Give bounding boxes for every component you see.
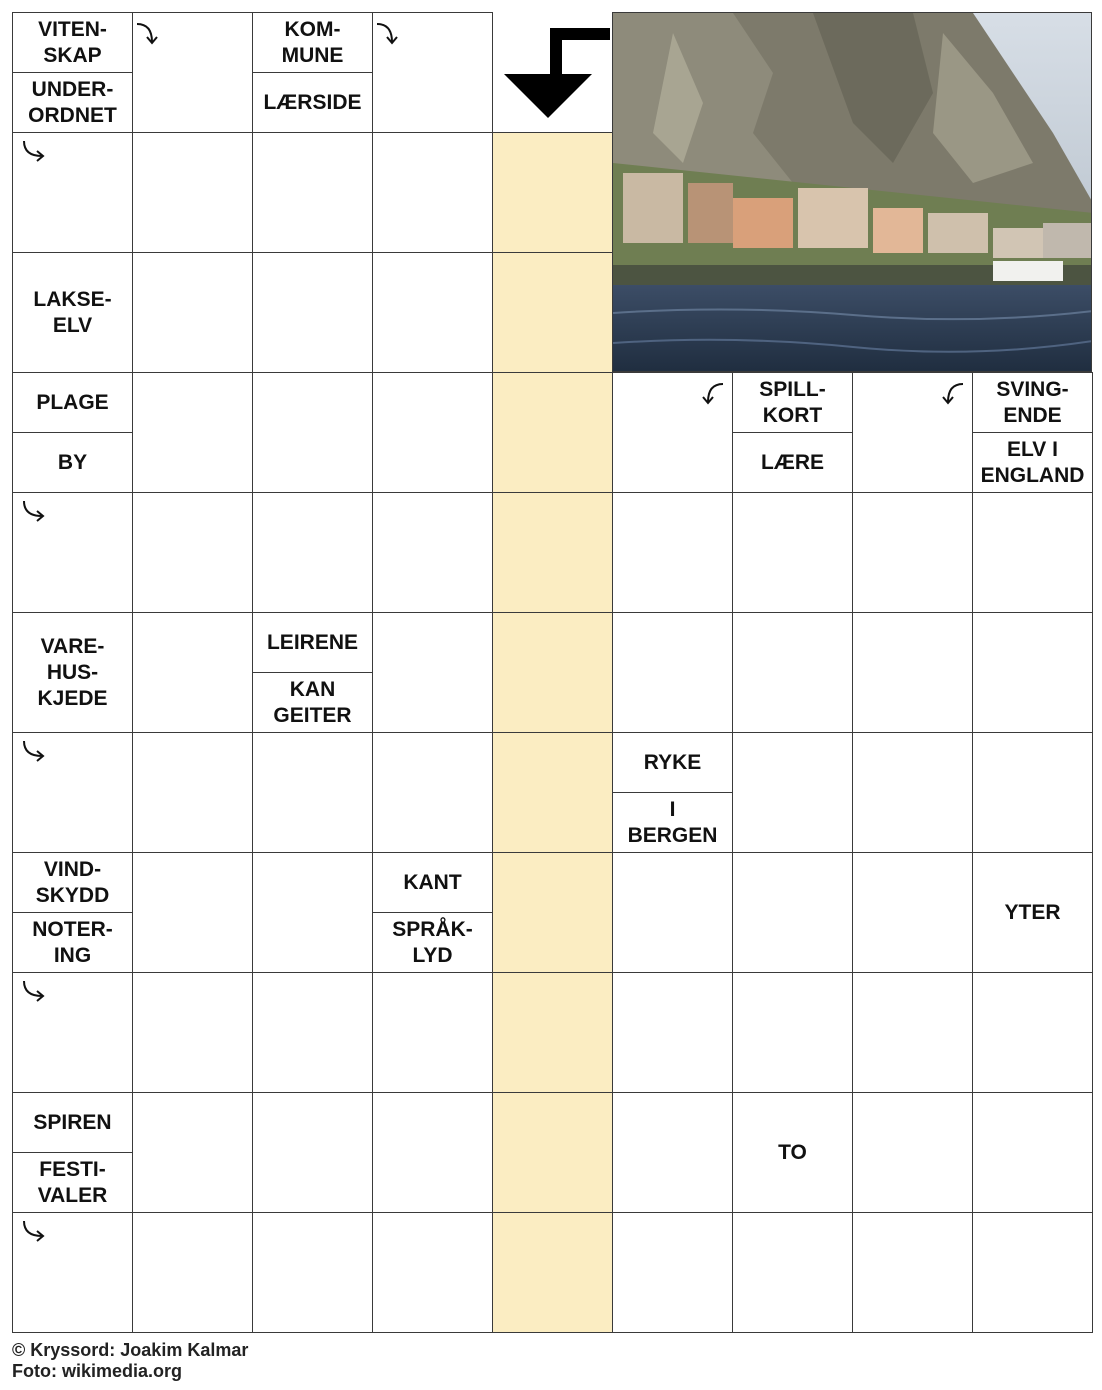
- clue-by: BY: [12, 432, 133, 493]
- answer-cell[interactable]: [972, 1212, 1093, 1333]
- solution-cell[interactable]: [492, 132, 613, 253]
- direction-arrow-icon: [18, 498, 48, 528]
- clue-under-ordnet: UNDER- ORDNET: [12, 72, 133, 133]
- clue-sving-ende: SVING- ENDE: [972, 372, 1093, 433]
- clue-leirene: LEIRENE: [252, 612, 373, 673]
- answer-cell[interactable]: [972, 972, 1093, 1093]
- answer-cell[interactable]: [252, 492, 373, 613]
- credits-crossword: © Kryssord: Joakim Kalmar: [12, 1340, 249, 1360]
- answer-cell[interactable]: [252, 732, 373, 853]
- answer-cell[interactable]: [132, 492, 253, 613]
- answer-cell[interactable]: [972, 492, 1093, 613]
- credits-photo: Foto: wikimedia.org: [12, 1361, 183, 1381]
- clue-lakse-elv: LAKSE- ELV: [12, 252, 133, 373]
- answer-cell[interactable]: [372, 372, 493, 493]
- answer-cell[interactable]: [132, 372, 253, 493]
- clue-kant: KANT: [372, 852, 493, 913]
- direction-arrow-icon: [18, 978, 48, 1008]
- answer-cell[interactable]: [612, 612, 733, 733]
- answer-cell[interactable]: [612, 492, 733, 613]
- answer-cell[interactable]: [732, 1212, 853, 1333]
- answer-cell[interactable]: [252, 852, 373, 973]
- answer-cell[interactable]: [612, 1092, 733, 1213]
- lake-town-photo: [612, 12, 1092, 372]
- answer-cell[interactable]: [132, 1212, 253, 1333]
- clue-ryke: RYKE: [612, 732, 733, 793]
- direction-arrow-icon: [134, 18, 164, 48]
- answer-cell[interactable]: [132, 852, 253, 973]
- clue-spiren: SPIREN: [12, 1092, 133, 1153]
- answer-cell[interactable]: [972, 732, 1093, 853]
- answer-cell[interactable]: [372, 612, 493, 733]
- clue-viten-skap: VITEN- SKAP: [12, 12, 133, 73]
- answer-cell[interactable]: [852, 972, 973, 1093]
- solution-cell[interactable]: [492, 372, 613, 493]
- clue-sprak-lyd: SPRÅK- LYD: [372, 912, 493, 973]
- direction-arrow-icon: [18, 738, 48, 768]
- solution-cell[interactable]: [492, 972, 613, 1093]
- clue-vare-hus-kjede: VARE- HUS- KJEDE: [12, 612, 133, 733]
- answer-cell[interactable]: [732, 492, 853, 613]
- answer-cell[interactable]: [132, 132, 253, 253]
- clue-kom-mune: KOM- MUNE: [252, 12, 373, 73]
- answer-cell[interactable]: [732, 972, 853, 1093]
- answer-cell[interactable]: [852, 492, 973, 613]
- answer-cell[interactable]: [372, 132, 493, 253]
- answer-cell[interactable]: [972, 1092, 1093, 1213]
- clue-laere: LÆRE: [732, 432, 853, 493]
- answer-cell[interactable]: [252, 972, 373, 1093]
- clue-to: TO: [732, 1092, 853, 1213]
- answer-cell[interactable]: [372, 1092, 493, 1213]
- answer-cell[interactable]: [612, 852, 733, 973]
- solution-cell[interactable]: [492, 732, 613, 853]
- direction-arrow-icon: [374, 18, 404, 48]
- clue-noter-ing: NOTER- ING: [12, 912, 133, 973]
- answer-cell[interactable]: [252, 372, 373, 493]
- answer-cell[interactable]: [372, 252, 493, 373]
- solution-cell[interactable]: [492, 1212, 613, 1333]
- big-down-arrow-icon: [492, 12, 612, 132]
- answer-cell[interactable]: [732, 732, 853, 853]
- direction-arrow-icon: [696, 378, 726, 408]
- clue-festi-valer: FESTI- VALER: [12, 1152, 133, 1213]
- clue-spill-kort: SPILL- KORT: [732, 372, 853, 433]
- answer-cell[interactable]: [132, 612, 253, 733]
- answer-cell[interactable]: [132, 252, 253, 373]
- answer-cell[interactable]: [612, 1212, 733, 1333]
- answer-cell[interactable]: [852, 852, 973, 973]
- answer-cell[interactable]: [252, 132, 373, 253]
- answer-cell[interactable]: [732, 852, 853, 973]
- clue-i-bergen: I BERGEN: [612, 792, 733, 853]
- answer-cell[interactable]: [252, 1212, 373, 1333]
- answer-cell[interactable]: [852, 1212, 973, 1333]
- credits: [12, 1340, 248, 1382]
- answer-cell[interactable]: [612, 972, 733, 1093]
- direction-arrow-icon: [18, 138, 48, 168]
- answer-cell[interactable]: [372, 492, 493, 613]
- answer-cell[interactable]: [132, 1092, 253, 1213]
- solution-cell[interactable]: [492, 612, 613, 733]
- answer-cell[interactable]: [852, 732, 973, 853]
- crossword-grid: [12, 12, 1092, 1332]
- answer-cell[interactable]: [372, 972, 493, 1093]
- clue-elv-i-england: ELV I ENGLAND: [972, 432, 1093, 493]
- answer-cell[interactable]: [852, 1092, 973, 1213]
- answer-cell[interactable]: [132, 972, 253, 1093]
- answer-cell[interactable]: [372, 1212, 493, 1333]
- clue-yter: YTER: [972, 852, 1093, 973]
- direction-arrow-icon: [18, 1218, 48, 1248]
- solution-cell[interactable]: [492, 492, 613, 613]
- answer-cell[interactable]: [252, 1092, 373, 1213]
- clue-plage: PLAGE: [12, 372, 133, 433]
- answer-cell[interactable]: [972, 612, 1093, 733]
- direction-arrow-icon: [936, 378, 966, 408]
- solution-cell[interactable]: [492, 852, 613, 973]
- answer-cell[interactable]: [732, 612, 853, 733]
- clue-kan-geiter: KAN GEITER: [252, 672, 373, 733]
- solution-cell[interactable]: [492, 252, 613, 373]
- answer-cell[interactable]: [132, 732, 253, 853]
- clue-laerside: LÆRSIDE: [252, 72, 373, 133]
- answer-cell[interactable]: [852, 612, 973, 733]
- solution-cell[interactable]: [492, 1092, 613, 1213]
- answer-cell[interactable]: [372, 732, 493, 853]
- answer-cell[interactable]: [252, 252, 373, 373]
- clue-vind-skydd: VIND- SKYDD: [12, 852, 133, 913]
